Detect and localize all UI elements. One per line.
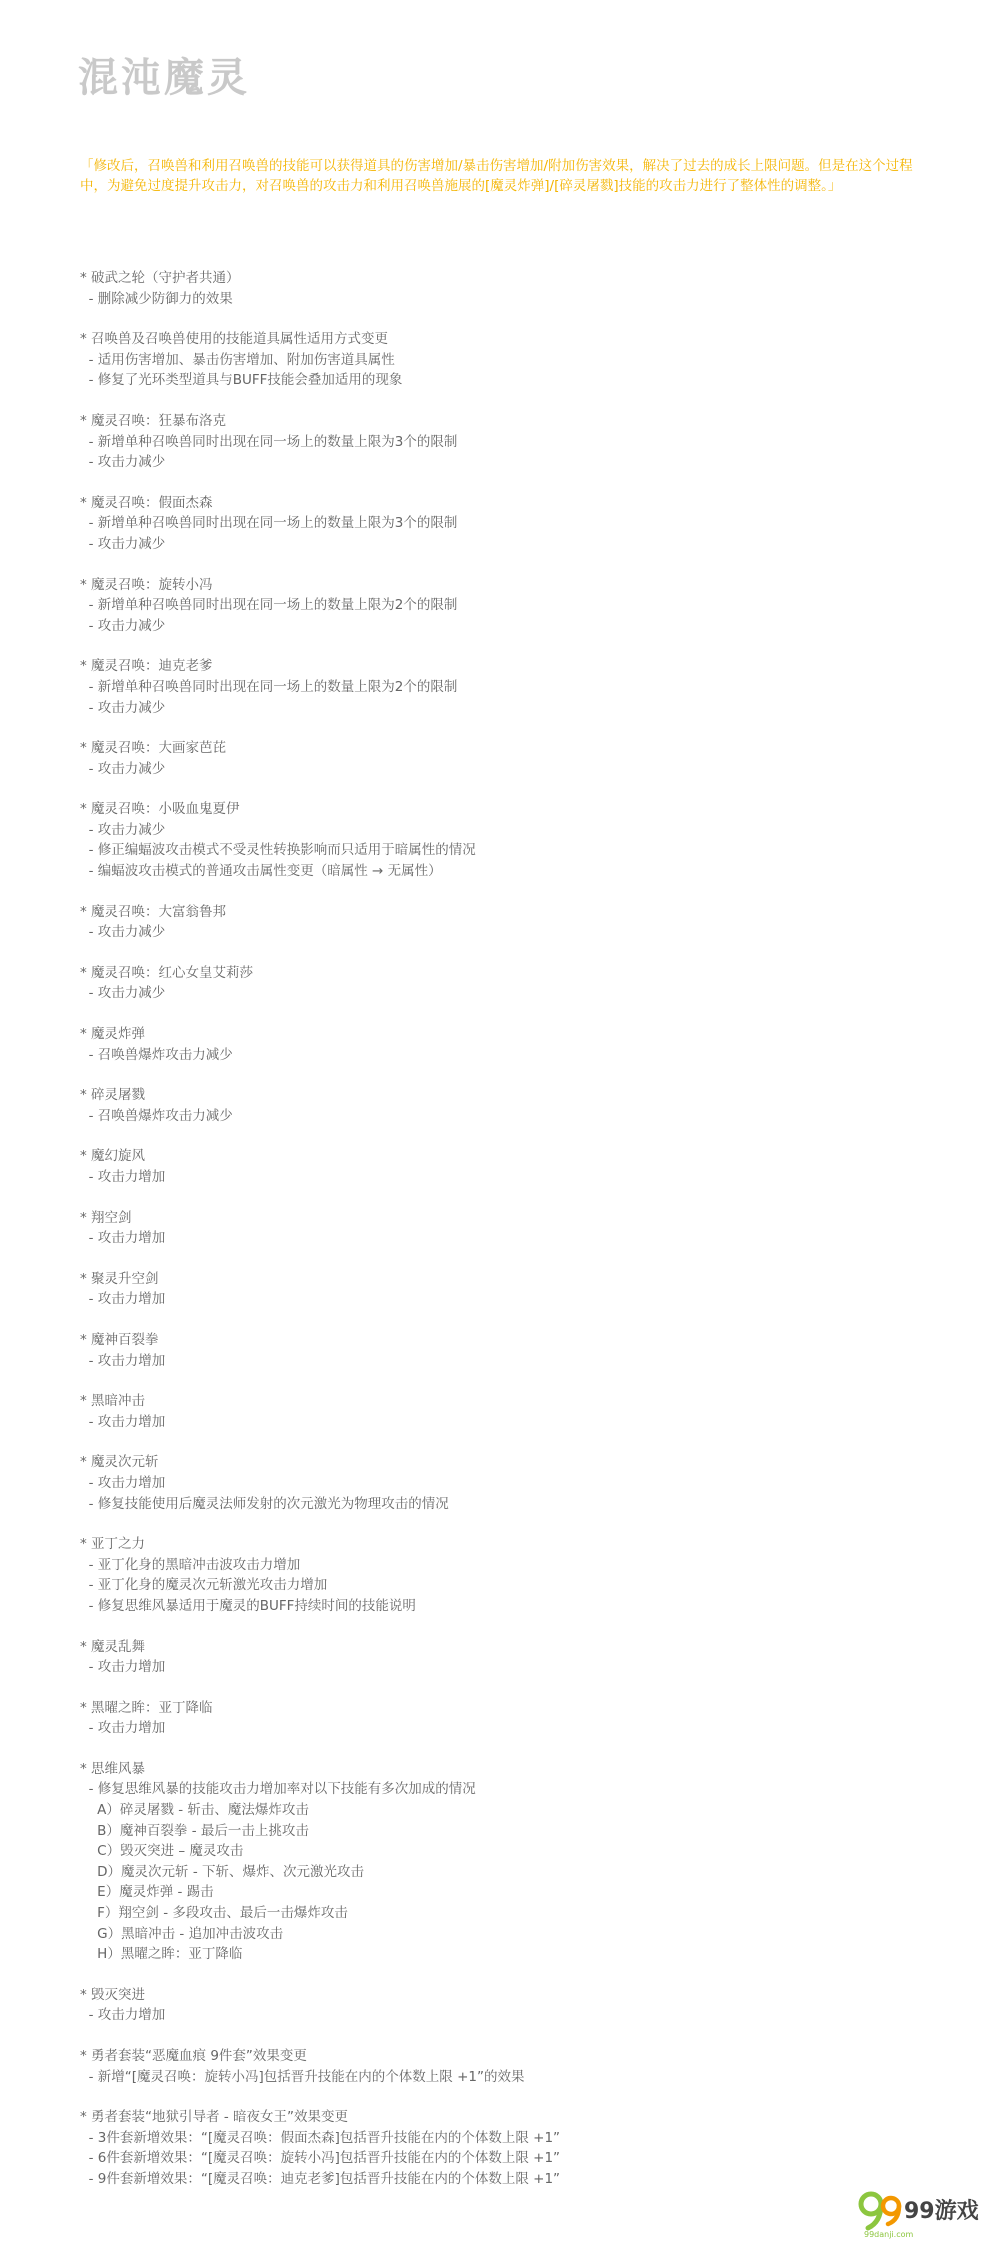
section-item: - 适用伤害增加、暴击伤害增加、附加伤害道具属性 (80, 351, 395, 368)
section-item: - 新增“[魔灵召唤：旋转小冯]包括晋升技能在内的个体数上限 +1”的效果 (80, 2068, 525, 2085)
section-item: - 攻击力增加 (80, 1413, 166, 1430)
patch-section (80, 1024, 920, 1065)
section-heading: * 亚丁之力 (80, 1536, 146, 1553)
patch-section (80, 2046, 920, 2087)
section-item: - 3件套新增效果：“[魔灵召唤：假面杰森]包括晋升技能在内的个体数上限 +1” (80, 2129, 561, 2146)
section-heading: * 魔灵次元斩 (80, 1454, 159, 1471)
section-heading: * 思维风暴 (80, 1760, 146, 1777)
section-item: - 删除减少防御力的效果 (80, 290, 233, 307)
section-item: - 召唤兽爆炸攻击力减少 (80, 1107, 233, 1124)
section-heading: * 魔幻旋风 (80, 1148, 146, 1165)
section-item: - 攻击力减少 (80, 821, 166, 838)
section-heading: * 魔灵召唤：大富翁鲁邦 (80, 903, 227, 920)
section-item: - 攻击力减少 (80, 617, 166, 634)
section-item: - 修正编蝠波攻击模式不受灵性转换影响而只适用于暗属性的情况 (80, 842, 476, 859)
section-item: - 6件套新增效果：“[魔灵召唤：旋转小冯]包括晋升技能在内的个体数上限 +1” (80, 2150, 561, 2167)
section-item: - 9件套新增效果：“[魔灵召唤：迪克老爹]包括晋升技能在内的个体数上限 +1” (80, 2170, 561, 2187)
patch-section (80, 411, 920, 473)
section-heading: * 黑曜之眸：亚丁降临 (80, 1699, 213, 1716)
patch-section (80, 738, 920, 779)
section-item: A）碎灵屠戮 - 斩击、魔法爆炸攻击 (80, 1802, 309, 1819)
patch-section (80, 575, 920, 637)
section-heading: * 黑暗冲击 (80, 1393, 146, 1410)
section-heading: * 魔灵乱舞 (80, 1638, 146, 1655)
section-heading: * 魔灵炸弹 (80, 1026, 146, 1043)
section-item: G）黑暗冲击 - 追加冲击波攻击 (80, 1925, 284, 1942)
section-item: - 攻击力减少 (80, 985, 166, 1002)
section-heading: * 魔神百裂拳 (80, 1331, 159, 1348)
section-item: - 攻击力减少 (80, 924, 166, 941)
section-item: - 攻击力增加 (80, 1720, 166, 1737)
99youxi-logo (858, 2186, 979, 2240)
section-item: - 修复思维风暴的技能攻击力增加率对以下技能有多次加成的情况 (80, 1781, 476, 1798)
patch-section (80, 1698, 920, 1739)
patch-section (80, 329, 920, 391)
section-item: E）魔灵炸弹 - 踢击 (80, 1884, 214, 1901)
section-item: - 编蝠波攻击模式的普通攻击属性变更（暗属性 → 无属性） (80, 863, 442, 880)
patch-section (80, 902, 920, 943)
section-item: - 修复思维风暴适用于魔灵的BUFF持续时间的技能说明 (80, 1597, 416, 1614)
section-item: - 修复了光环类型道具与BUFF技能会叠加适用的现象 (80, 372, 403, 389)
section-item: - 新增单种召唤兽同时出现在同一场上的数量上限为3个的限制 (80, 515, 458, 532)
intro-note: 「修改后，召唤兽和利用召唤兽的技能可以获得道具的伤害增加/暴击伤害增加/附加伤害效果，解决了过去的成长上限问题。但是在这个过程中，为避免过度提升攻击力，对召唤兽的攻击力和利用召唤兽施展的[魔灵炸弹]/[碎灵屠戮]技能的攻击力进行了整体性的调整。」 (80, 158, 913, 194)
section-item: - 攻击力增加 (80, 1291, 166, 1308)
section-item: - 新增单种召唤兽同时出现在同一场上的数量上限为2个的限制 (80, 678, 458, 695)
patch-section (80, 1452, 920, 1514)
section-item: - 攻击力增加 (80, 1352, 166, 1369)
section-heading: * 召唤兽及召唤兽使用的技能道具属性适用方式变更 (80, 331, 389, 348)
patch-section (80, 963, 920, 1004)
section-item: D）魔灵次元斩 - 下斩、爆炸、次元激光攻击 (80, 1863, 365, 1880)
patch-section (80, 493, 920, 555)
section-item: F）翔空剑 - 多段攻击、最后一击爆炸攻击 (80, 1905, 348, 1922)
section-item: - 新增单种召唤兽同时出现在同一场上的数量上限为3个的限制 (80, 433, 458, 450)
patch-section (80, 1269, 920, 1310)
patch-section (80, 1637, 920, 1678)
section-item: - 攻击力增加 (80, 1659, 166, 1676)
section-heading: * 魔灵召唤：假面杰森 (80, 494, 213, 511)
patch-section (80, 1330, 920, 1371)
section-heading: * 毁灭突进 (80, 1986, 146, 2003)
patch-section (80, 1146, 920, 1187)
section-item: - 攻击力减少 (80, 454, 166, 471)
patch-notes-list (80, 268, 920, 2210)
section-item: - 亚丁化身的魔灵次元斩激光攻击力增加 (80, 1577, 328, 1594)
page-title: 混沌魔灵 (78, 55, 250, 101)
section-heading: * 魔灵召唤：大画家芭芘 (80, 740, 227, 757)
section-item: - 亚丁化身的黑暗冲击波攻击力增加 (80, 1556, 301, 1573)
patch-section (80, 799, 920, 881)
patch-section (80, 1759, 920, 1965)
section-heading: * 魔灵召唤：狂暴布洛克 (80, 412, 227, 429)
patch-section (80, 1534, 920, 1616)
patch-section (80, 656, 920, 718)
section-item: - 新增单种召唤兽同时出现在同一场上的数量上限为2个的限制 (80, 597, 458, 614)
logo-text: 99游戏 (904, 2199, 979, 2224)
section-item: - 攻击力减少 (80, 699, 166, 716)
section-heading: * 魔灵召唤：小吸血鬼夏伊 (80, 801, 240, 818)
section-item: - 召唤兽爆炸攻击力减少 (80, 1046, 233, 1063)
patch-section (80, 1208, 920, 1249)
section-heading: * 破武之轮（守护者共通） (80, 270, 240, 286)
section-heading: * 勇者套装“地狱引导者 - 暗夜女王”效果变更 (80, 2109, 348, 2126)
section-item: - 攻击力增加 (80, 1230, 166, 1247)
section-heading: * 翔空剑 (80, 1209, 132, 1226)
patch-section (80, 1391, 920, 1432)
section-item: C）毁灭突进 – 魔灵攻击 (80, 1843, 244, 1860)
section-heading: * 碎灵屠戮 (80, 1087, 146, 1104)
section-heading: * 魔灵召唤：旋转小冯 (80, 576, 213, 593)
section-item: H）黑曜之眸：亚丁降临 (80, 1946, 243, 1963)
section-heading: * 聚灵升空剑 (80, 1270, 159, 1287)
section-item: - 攻击力增加 (80, 1169, 166, 1185)
patch-section (80, 268, 920, 309)
logo-subtext: 99danji.com (864, 2230, 914, 2239)
section-item: - 攻击力增加 (80, 1474, 166, 1491)
section-item: - 攻击力减少 (80, 535, 166, 552)
patch-section (80, 2107, 920, 2189)
patch-section (80, 1985, 920, 2026)
logo-mark-icon (861, 2194, 899, 2228)
section-heading: * 魔灵召唤：迪克老爹 (80, 658, 213, 675)
section-heading: * 魔灵召唤：红心女皇艾莉莎 (80, 964, 254, 981)
section-heading: * 勇者套装“恶魔血痕 9件套”效果变更 (80, 2048, 307, 2064)
section-item: B）魔神百裂拳 - 最后一击上挑攻击 (80, 1822, 309, 1839)
patch-section (80, 1085, 920, 1126)
section-item: - 攻击力增加 (80, 2007, 166, 2024)
section-item: - 修复技能使用后魔灵法师发射的次元激光为物理攻击的情况 (80, 1495, 449, 1512)
section-item: - 攻击力减少 (80, 760, 166, 777)
